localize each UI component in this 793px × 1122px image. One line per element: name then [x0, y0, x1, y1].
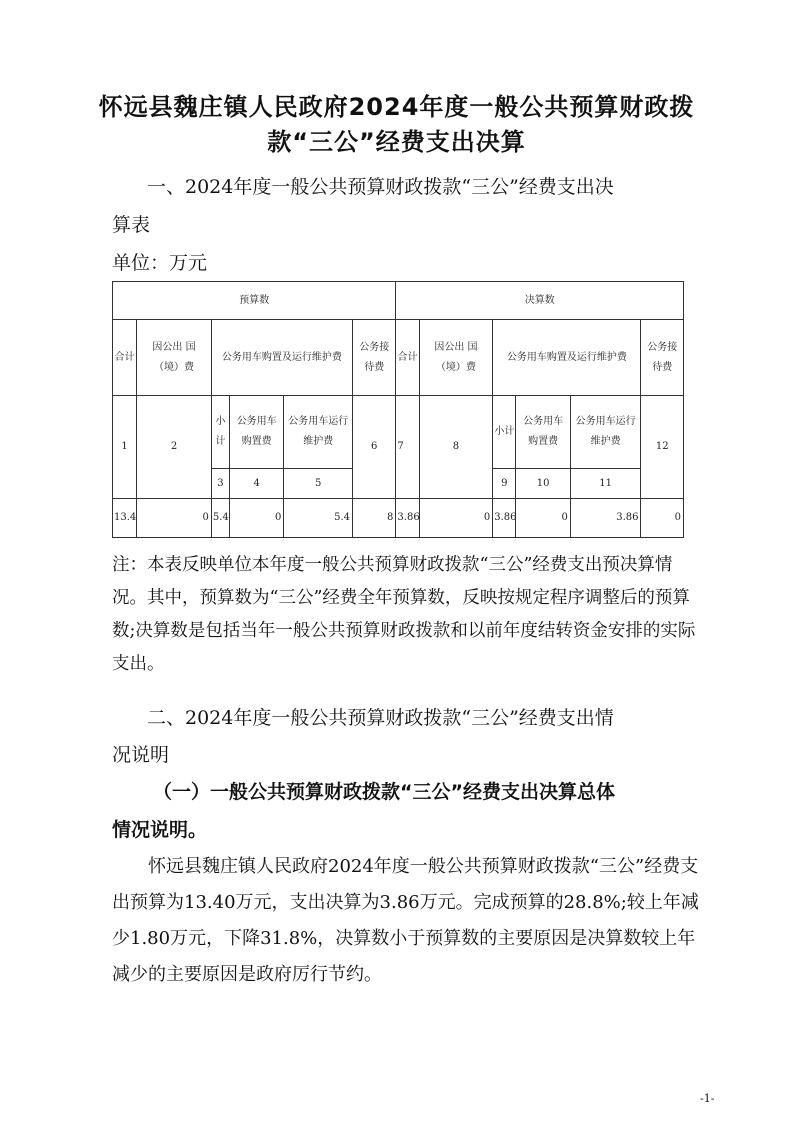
index-cell: 7: [396, 396, 419, 499]
budget-operation-header: 公务用车运行 维护费: [284, 396, 353, 469]
budget-subtotal-header: 小 计: [211, 396, 229, 469]
final-total-header: 合计: [396, 320, 419, 396]
index-cell: 9: [493, 469, 516, 499]
subsection1-body: 怀远县魏庄镇人民政府2024年度一般公共预算财政拨款“三公”经费支出预算为13.40万元，支出决算为3.86万元。完成预算的28.8%;较上年减少1.80万元，下降31.8%，决算数小于预算数的主要原因是决算数较上年减少的主要原因是政府厉行节约。: [112, 856, 699, 985]
three-public-expenses-table: [112, 281, 684, 538]
index-cell: 5: [284, 469, 353, 499]
final-abroad-header: 因公出 国 （境）费: [419, 320, 493, 396]
section2-heading-line2: 况说明: [112, 744, 170, 766]
budget-total-header: 合计: [113, 320, 137, 396]
budget-reception-header: 公务接 待费: [353, 320, 396, 396]
index-cell: 6: [353, 396, 396, 499]
value-cell: 3.86: [570, 499, 641, 538]
index-cell: 8: [419, 396, 493, 499]
section2-heading-line1: 二、2024年度一般公共预算财政拨款“三公”经费支出情: [147, 707, 614, 729]
value-cell: 5.4: [284, 499, 353, 538]
final-group-header: 决算数: [396, 282, 684, 320]
budget-purchase-header: 公务用车 购置费: [229, 396, 283, 469]
final-reception-header: 公务接 待费: [641, 320, 684, 396]
value-cell: 0: [419, 499, 493, 538]
budget-vehicle-header: 公务用车购置及运行维护费: [211, 320, 352, 396]
table-note: 注：本表反映单位本年度一般公共预算财政拨款“三公”经费支出预决算情况。其中，预算数为“三公”经费全年预算数，反映按规定程序调整后的预算数;决算数是包括当年一般公共预算财政拨款和以前年度结转资金安排的实际支出。: [112, 555, 696, 674]
subsection1-heading-line1: （一）一般公共预算财政拨款“三公”经费支出决算总体: [153, 781, 615, 803]
final-operation-header: 公务用车运行 维护费: [570, 396, 641, 469]
value-cell: 3.86: [493, 499, 516, 538]
page-number: -1-: [700, 1092, 715, 1105]
value-cell: 8: [353, 499, 396, 538]
document-title-line1: 怀远县魏庄镇人民政府2024年度一般公共预算财政拨: [98, 93, 695, 121]
index-cell: 4: [229, 469, 283, 499]
unit-label: 单位：万元: [112, 252, 208, 274]
index-cell: 11: [570, 469, 641, 499]
section1-heading-line2: 算表: [112, 214, 151, 236]
value-cell: 0: [229, 499, 283, 538]
final-subtotal-header: 小计: [493, 396, 516, 469]
value-cell: 0: [641, 499, 684, 538]
value-cell: 5.4: [211, 499, 229, 538]
index-cell: 1: [113, 396, 137, 499]
budget-group-header: 预算数: [113, 282, 396, 320]
final-vehicle-header: 公务用车购置及运行维护费: [493, 320, 641, 396]
value-cell: 3.86: [396, 499, 419, 538]
index-cell: 3: [211, 469, 229, 499]
subsection1-heading-line2: 情况说明。: [112, 819, 208, 841]
index-cell: 12: [641, 396, 684, 499]
value-cell: 0: [137, 499, 212, 538]
index-cell: 2: [137, 396, 212, 499]
budget-abroad-header: 因公出 国 （境）费: [137, 320, 212, 396]
final-purchase-header: 公务用车 购置费: [516, 396, 570, 469]
index-cell: 10: [516, 469, 570, 499]
document-title-line2: 款“三公”经费支出决算: [267, 128, 526, 156]
value-cell: 13.4: [113, 499, 137, 538]
value-cell: 0: [516, 499, 570, 538]
section1-heading-line1: 一、2024年度一般公共预算财政拨款“三公”经费支出决: [147, 176, 614, 198]
